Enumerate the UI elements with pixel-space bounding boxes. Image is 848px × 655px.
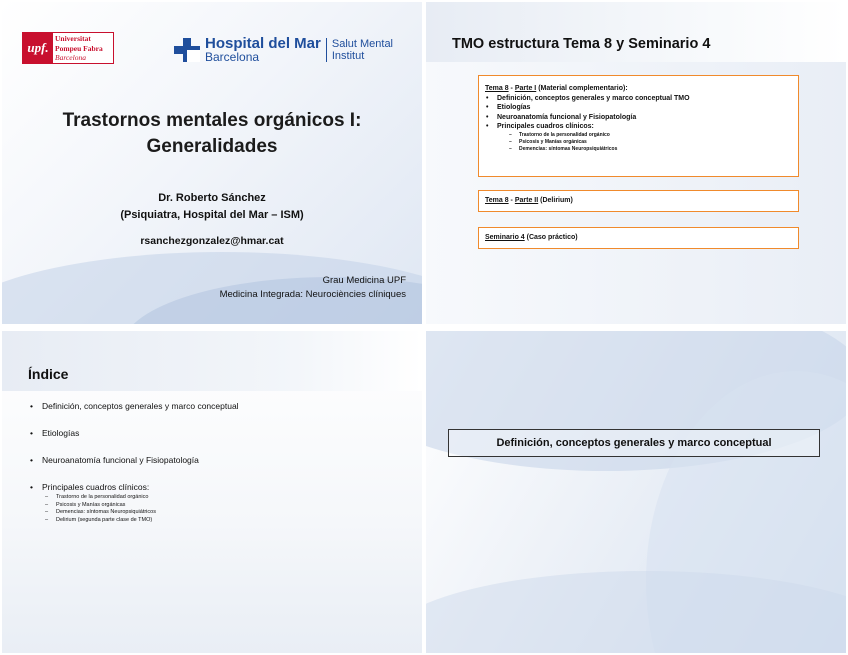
slide-title[interactable]	[2, 2, 422, 324]
list-item: • Etiologías	[485, 103, 792, 113]
tema8-parte1-box	[478, 75, 799, 177]
sub-list-item: – Delirium (segunda parte clase de TMO)	[42, 517, 408, 525]
sub-list-item: – Trastorno de la personalidad orgánico	[509, 132, 792, 139]
hospital-logo-city: Barcelona	[205, 50, 260, 64]
parte-label: Parte II	[514, 197, 539, 204]
list-item: • Neuroanatomía funcional y Fisiopatología	[28, 455, 408, 466]
title-line: Trastornos mentales orgánicos I:	[62, 110, 362, 131]
author-block	[22, 190, 402, 224]
box-heading	[485, 196, 792, 206]
sub-list-item: – Trastorno de la personalidad orgánico	[42, 494, 408, 502]
slide-section[interactable]	[426, 331, 846, 653]
list-item: • Neuroanatomía funcional y Fisiopatología	[485, 113, 792, 123]
tema8-parte2-box	[478, 190, 799, 212]
upf-logo-line: Pompeu Fabra	[55, 43, 103, 53]
upf-logo-line: Barcelona	[55, 53, 86, 62]
hospital-logo-sub-line: Salut Mental	[331, 37, 394, 50]
sub-list	[509, 132, 792, 153]
tema-label: Tema 8	[485, 85, 509, 92]
list-item-text: Principales cuadros clínicos:	[497, 123, 594, 130]
dash: -	[508, 197, 515, 204]
sub-list-item: – Demencias: síntomas Neuropsiquiátricos	[42, 509, 408, 517]
affiliation	[220, 274, 406, 302]
hospital-logo-sub-line: Institut	[331, 49, 365, 62]
parte-label: Parte I	[514, 85, 537, 92]
box-heading	[485, 84, 792, 94]
hospital-logo-name	[205, 36, 321, 63]
upf-logo	[22, 32, 114, 64]
affiliation-line: Grau Medicina UPF	[322, 275, 406, 286]
title-line: Generalidades	[146, 136, 278, 157]
list-item: • Definición, conceptos generales y marco conceptual	[28, 401, 408, 412]
seminario-label: Seminario 4	[485, 234, 525, 241]
list-item	[28, 482, 408, 524]
upf-logo-line: Universitat	[55, 34, 91, 43]
hospital-logo-subtitle	[332, 38, 393, 62]
logo-divider	[326, 38, 327, 62]
section-title-box: Definición, conceptos generales y marco conceptual	[448, 429, 820, 457]
seminario4-box	[478, 227, 799, 249]
author-role: (Psiquiatra, Hospital del Mar – ISM)	[120, 209, 304, 221]
author-name: Dr. Roberto Sánchez	[158, 192, 266, 204]
hospital-logo-name-line: Hospital del Mar	[205, 35, 321, 52]
box-description: (Material complementario):	[536, 85, 628, 92]
upf-logo-text	[53, 33, 113, 63]
list-item: • Definición, conceptos generales y marco conceptual TMO	[485, 94, 792, 104]
title-band	[426, 2, 846, 62]
decorative-wave	[426, 571, 846, 653]
sub-list	[42, 494, 408, 524]
list-item	[485, 122, 792, 153]
upf-logo-mark: upf.	[23, 33, 53, 63]
dash: -	[508, 85, 515, 92]
sub-list-item: – Psicosis y Manías orgánicas	[509, 139, 792, 146]
hospital-cross-icon	[174, 38, 200, 62]
box-heading	[485, 233, 792, 243]
hospital-del-mar-logo	[174, 36, 393, 63]
author-email: rsanchezgonzalez@hmar.cat	[140, 235, 284, 247]
box-description: (Caso práctico)	[524, 234, 578, 241]
index-list	[28, 401, 408, 524]
tema-label: Tema 8	[485, 197, 509, 204]
presentation-title	[22, 108, 402, 160]
slide-structure[interactable]	[426, 2, 846, 324]
slide-title-text: Índice	[28, 366, 69, 382]
affiliation-line: Medicina Integrada: Neurociències clíniques	[219, 289, 406, 300]
slide-title-text: TMO estructura Tema 8 y Seminario 4	[452, 36, 711, 52]
sub-list-item: – Psicosis y Manías orgánicas	[42, 502, 408, 510]
list-item-text: Principales cuadros clínicos:	[42, 482, 150, 492]
title-band	[2, 331, 422, 391]
topic-list	[485, 94, 792, 153]
box-description: (Delirium)	[538, 197, 573, 204]
sub-list-item: – Demencias: síntomas Neuropsiquiátricos	[509, 146, 792, 153]
list-item: • Etiologías	[28, 428, 408, 439]
slide-index[interactable]	[2, 331, 422, 653]
